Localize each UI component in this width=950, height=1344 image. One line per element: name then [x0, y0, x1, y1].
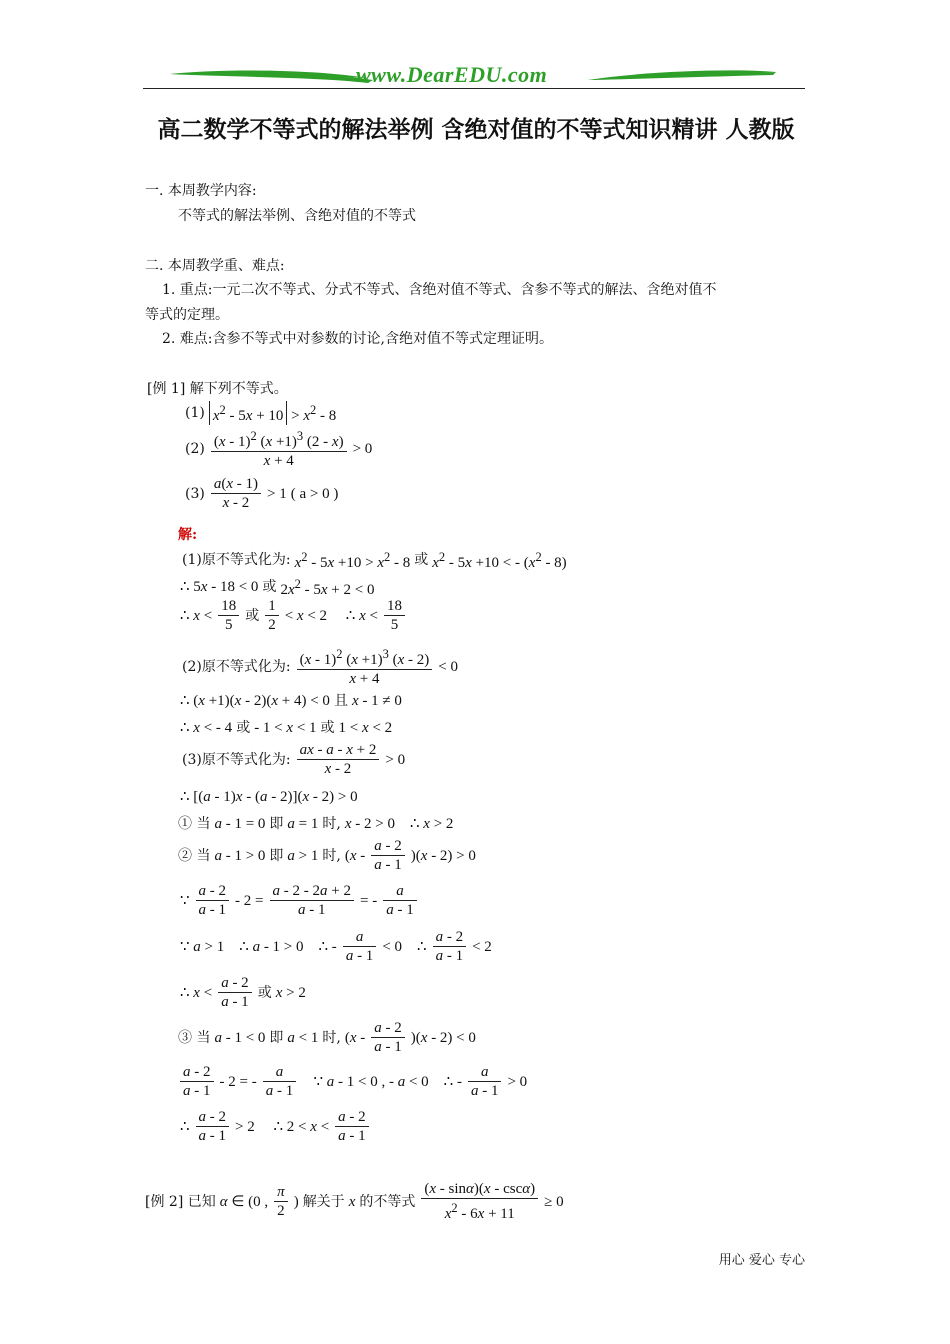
header-logo	[168, 60, 778, 90]
q3-fraction: $\frac{a(x - 1)}{x - 2}$	[211, 475, 261, 512]
example-1-q2: (2) $\frac{(x - 1)^2 (x +1)^3 (2 - x)}{x + 4}$ > 0	[185, 429, 373, 469]
solution-3-line-2: ∴ [(a - 1)x - (a - 2)](x - 2) > 0	[180, 789, 358, 805]
ji-word: 即	[269, 816, 284, 832]
solution-1-line-3: ∴ x < $\frac{18}{5}$ 或 $\frac{1}{2}$ < x < 2 ∴ x < $\frac{18}{5}$	[180, 597, 407, 634]
example-2: [例 2] 已知 α ∈ (0 , $\frac{\pi}{2}$ ) 解关于 x 的不等式 $\frac{(x - \sin\alpha)(x - \csc\alpha)}{x^2 - 6x + 11}$ ≥ 0	[145, 1181, 564, 1222]
example-1-label: [例 1] 解下列不等式。	[147, 381, 288, 397]
solution-3-case-3-line-3: ∴ $\frac{a - 2}{a - 1}$ > 2 ∴ 2 < x < $\frac{a - 2}{a - 1}$	[180, 1108, 371, 1145]
or-word: 或	[245, 607, 260, 624]
example-2-mid2: 的不等式	[359, 1193, 416, 1210]
solution-3-case-3: ③ 当 a - 1 < 0 即 a < 1 时, (x - $\frac{a - 2}{a - 1}$ )(x - 2) < 0	[178, 1020, 476, 1055]
solution-3-case-3-line-2: $\frac{a - 2}{a - 1}$ - 2 = - $\frac{a}{a - 1}$ ∵ a - 1 < 0 , - a < 0 ∴ - $\frac{a}{a - 1}$ > 0	[178, 1063, 527, 1100]
solution-3-case-2: ② 当 a - 1 > 0 即 a > 1 时, (x - $\frac{a - 2}{a - 1}$ )(x - 2) > 0	[178, 838, 476, 873]
q2-fraction: $\frac{(x - 1)^2 (x +1)^3 (2 - x)}{x + 4}$	[211, 427, 347, 470]
case-3-label: ③ 当	[178, 1029, 211, 1046]
solution-3-line-therefore: ∴ x < $\frac{a - 2}{a - 1}$ 或 x > 2	[180, 975, 306, 1010]
case-1-label: ① 当	[178, 816, 211, 832]
q2-number: (2)	[185, 440, 205, 457]
case-2-label: ② 当	[178, 847, 211, 864]
or-word: 或	[262, 579, 277, 595]
ji-word: 即	[269, 1029, 284, 1046]
logo-text: www.DearEDU.com	[356, 62, 548, 87]
q1-formula: $x^2 - 5x + 10 > x^2 - 8$	[209, 401, 336, 425]
shi-word: 时,	[322, 816, 341, 832]
shi-word: 时,	[322, 847, 341, 864]
or-word: 或	[320, 720, 335, 736]
solution-3-line-1: (3)原不等式化为: $\frac{ax - a - x + 2}{x - 2}$ > 0	[182, 742, 406, 777]
example-1-q3: (3) $\frac{a(x - 1)}{x - 2}$ > 1 ( a > 0 )	[185, 476, 339, 511]
shi-word: 时,	[322, 1029, 341, 1046]
q3-condition: ( a > 0 )	[290, 485, 339, 502]
q3-number: (3)	[185, 485, 205, 502]
solution-3-line-because-1: ∵ $\frac{a - 2}{a - 1}$ - 2 = $\frac{a - 2 - 2a + 2}{a - 1}$ = - $\frac{a}{a - 1}$	[180, 882, 419, 919]
section-1-content: 不等式的解法举例、含绝对值的不等式	[178, 208, 416, 224]
footer-note: 用心 爱心 专心	[718, 1253, 805, 1268]
solution-3-line-because-2: ∵ a > 1 ∴ a - 1 > 0 ∴ - $\frac{a}{a - 1}$ < 0 ∴ $\frac{a - 2}{a - 1}$ < 2	[180, 929, 492, 964]
or-word: 或	[257, 984, 272, 1001]
example-1-q1	[185, 401, 336, 425]
ji-word: 即	[269, 847, 284, 864]
example-2-label: [例 2] 已知	[145, 1193, 216, 1210]
solution-3-intro: (3)原不等式化为:	[182, 751, 291, 768]
example-2-mid: 解关于	[302, 1193, 345, 1210]
header-rule	[143, 88, 805, 89]
solution-2-line-3: ∴ x < - 4 或 - 1 < x < 1 或 1 < x < 2	[180, 720, 393, 736]
section-1-heading: 一. 本周教学内容:	[145, 183, 257, 199]
and-word: 且	[333, 693, 348, 709]
document-title: 高二数学不等式的解法举例 含绝对值的不等式知识精讲 人教版	[157, 116, 795, 143]
solution-1-line-1: (1)原不等式化为: $x^2 - 5x +10 > x^2 - 8$ 或 $x^2 - 5x +10$ < - $(x^2 - 8)$	[182, 550, 567, 571]
solution-1-line-2: ∴ 5x - 18 < 0 或 $2x^2 - 5x + 2 < 0$	[180, 577, 375, 598]
section-2-heading: 二. 本周教学重、难点:	[145, 258, 285, 274]
solution-2-line-1: (2)原不等式化为: $\frac{(x - 1)^2 (x +1)^3 (x - 2)}{x + 4}$ < 0	[182, 647, 459, 687]
or-word: 或	[236, 720, 251, 736]
section-2-point-1a: 1. 重点:一元二次不等式、分式不等式、含绝对值不等式、含参不等式的解法、含绝对值不	[162, 282, 717, 298]
section-2-point-2: 2. 难点:含参不等式中对参数的讨论,含绝对值不等式定理证明。	[162, 331, 553, 347]
solution-label: 解:	[178, 527, 198, 543]
solution-3-case-1: ① 当 a - 1 = 0 即 a = 1 时, x - 2 > 0 ∴ x > 2	[178, 816, 454, 832]
solution-2-intro: (2)原不等式化为:	[182, 658, 291, 675]
or-word: 或	[414, 552, 429, 568]
section-2-point-1b: 等式的定理。	[145, 307, 229, 323]
q1-number: (1)	[185, 405, 205, 421]
solution-2-line-2: ∴ (x +1)(x - 2)(x + 4) < 0 且 x - 1 ≠ 0	[180, 693, 402, 709]
solution-1-intro: (1)原不等式化为:	[182, 552, 291, 568]
